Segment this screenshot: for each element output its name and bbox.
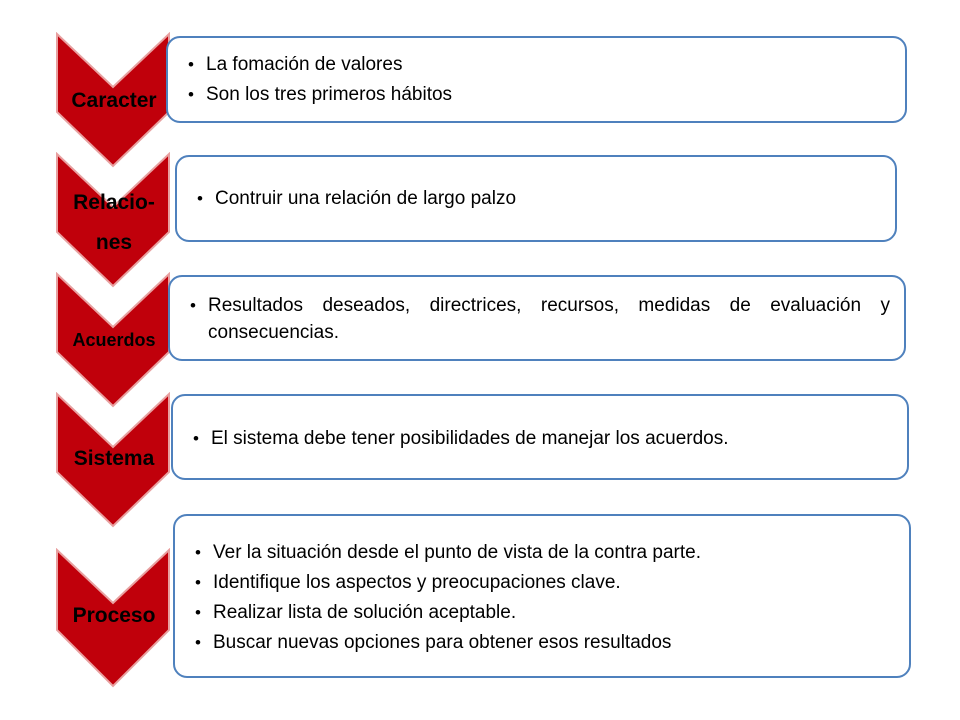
description-box-sistema	[171, 394, 909, 480]
list-item-text: Son los tres primeros hábitos	[206, 84, 453, 105]
chevron-label-line: nes	[95, 231, 133, 254]
list-item-text: El sistema debe tener posibilidades de manejar los acuerdos.	[211, 428, 729, 449]
list-item	[184, 292, 890, 346]
chevron-proceso	[55, 548, 173, 688]
description-box-relaciones	[175, 155, 897, 242]
chevron-caracter	[55, 32, 173, 168]
description-box-proceso	[173, 514, 911, 678]
description-box-caracter	[166, 36, 907, 123]
bullet-list	[189, 538, 893, 658]
bullet-icon: •	[197, 189, 203, 208]
list-item	[187, 424, 891, 454]
chevron-label-line: Caracter	[71, 89, 157, 112]
list-item-text: Identifique los aspectos y preocupaciones clave.	[213, 572, 621, 593]
chevron-label	[55, 183, 173, 263]
list-item	[189, 628, 893, 658]
chevron-label	[55, 601, 173, 631]
chevron-label-line: Relacio-	[73, 191, 155, 214]
bullet-icon: •	[195, 543, 201, 562]
list-item-text: Ver la situación desde el punto de vista de la contra parte.	[213, 542, 701, 563]
chevron-label	[55, 327, 173, 353]
chevron-label	[55, 444, 173, 474]
list-item-text: Buscar nuevas opciones para obtener esos resultados	[213, 632, 672, 653]
bullet-icon: •	[193, 429, 199, 448]
list-item	[182, 50, 889, 80]
list-item-text: Resultados deseados, directrices, recursos, medidas de evaluación y consecuencias.	[208, 295, 890, 343]
list-item	[189, 538, 893, 568]
chevron-sistema	[55, 392, 173, 528]
bullet-list	[182, 50, 889, 110]
bullet-icon: •	[195, 573, 201, 592]
bullet-list	[191, 184, 879, 214]
list-item	[191, 184, 879, 214]
description-box-acuerdos	[168, 275, 906, 361]
list-item	[189, 598, 893, 628]
bullet-icon: •	[190, 296, 196, 315]
bullet-icon: •	[188, 55, 194, 74]
list-item-text: La fomación de valores	[206, 54, 403, 75]
chevron-label-line: Sistema	[73, 447, 155, 470]
list-item	[182, 80, 889, 110]
bullet-list	[187, 424, 891, 454]
bullet-list	[184, 292, 890, 346]
list-item-text: Contruir una relación de largo palzo	[215, 188, 517, 209]
bullet-icon: •	[188, 85, 194, 104]
bullet-icon: •	[195, 633, 201, 652]
list-item-text: Realizar lista de solución aceptable.	[213, 602, 517, 623]
chevron-acuerdos	[55, 272, 173, 408]
chevron-label-line: Proceso	[72, 604, 156, 627]
list-item	[189, 568, 893, 598]
chevron-label-line: Acuerdos	[72, 330, 156, 350]
bullet-icon: •	[195, 603, 201, 622]
chevron-relaciones	[55, 152, 173, 288]
chevron-label	[55, 86, 173, 116]
